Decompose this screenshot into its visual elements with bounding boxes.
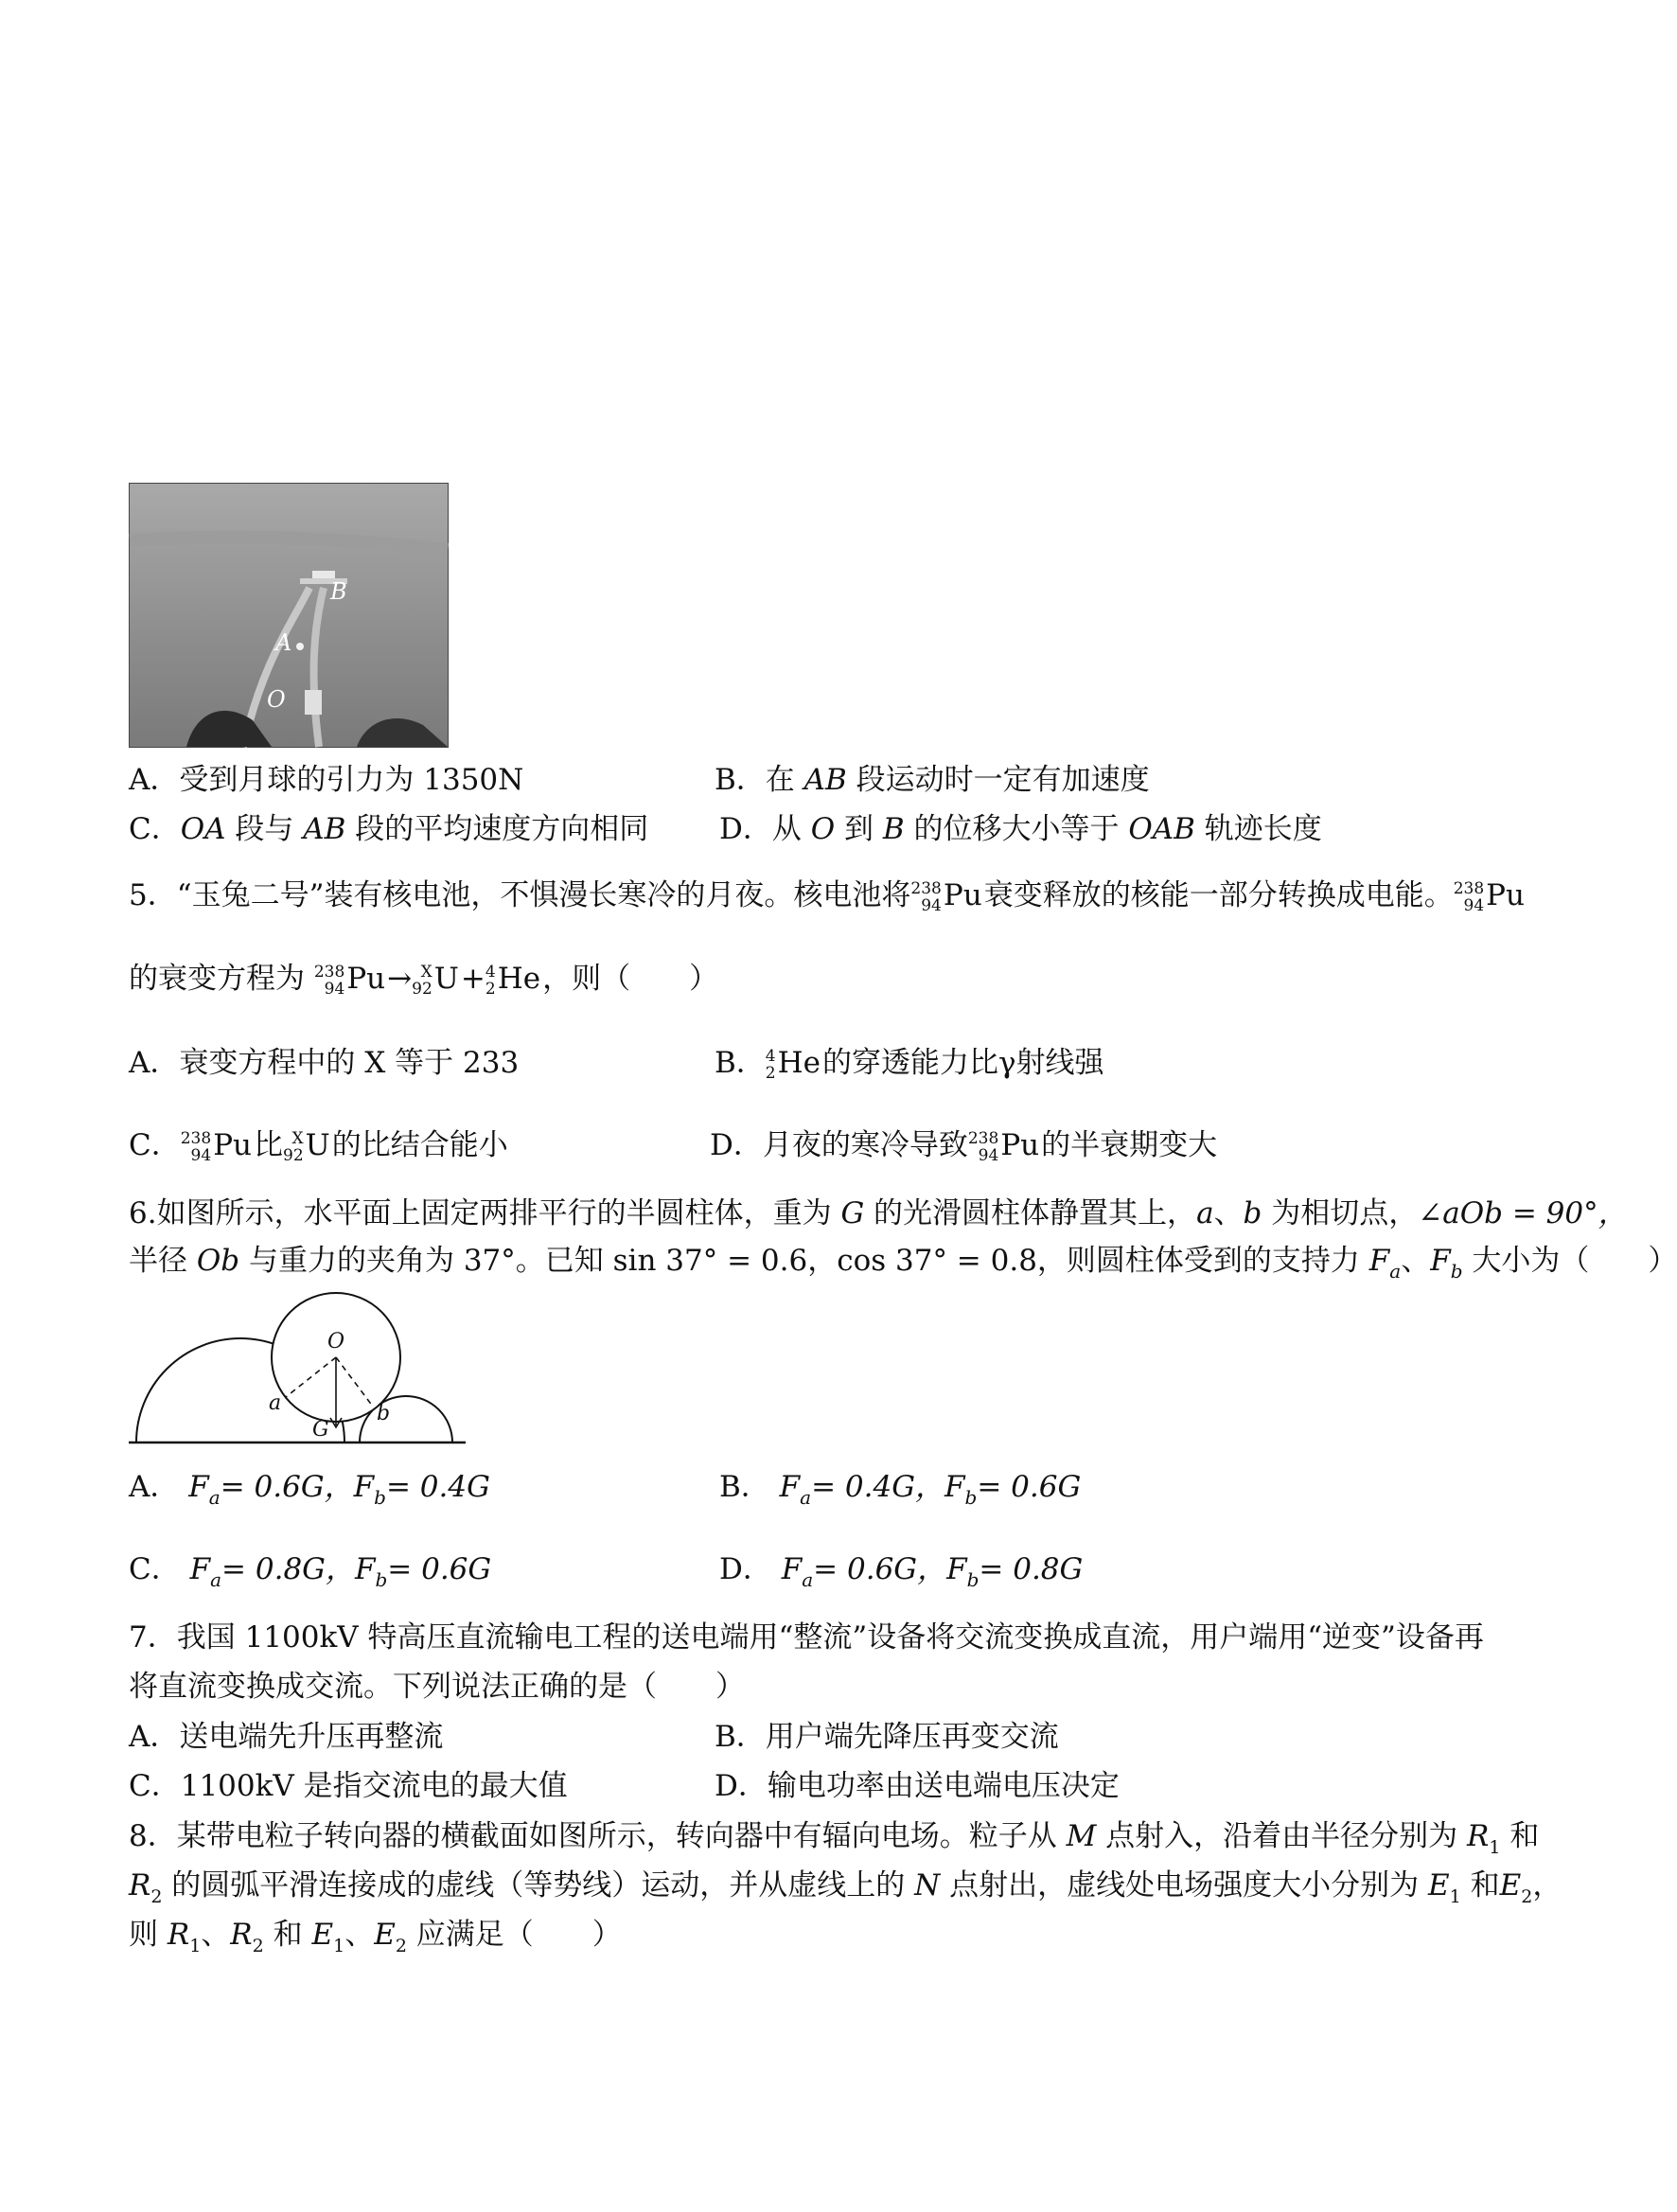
radius-symbol: R: [167, 1918, 190, 1952]
force-subscript: a: [1389, 1260, 1402, 1283]
force-symbol: F: [189, 1552, 211, 1586]
element-symbol: Pu: [1000, 1128, 1040, 1162]
option-text: 月夜的寒冷导致: [762, 1128, 968, 1162]
q5-stem-line1: [129, 876, 1527, 914]
mass-number: 238: [313, 962, 345, 982]
stem-text: 5．“玉兔二号”装有核电池，不惧漫长寒冷的月夜。核电池将: [129, 878, 911, 912]
q6-option-d: [719, 1550, 1083, 1599]
point-label: B: [882, 812, 905, 846]
point-label: b: [1243, 1196, 1262, 1230]
option-value: = 0.4G，: [811, 1470, 944, 1504]
subscript: 1: [333, 1936, 345, 1956]
element-symbol: Pu: [346, 962, 386, 996]
q6-option-b: [719, 1468, 1081, 1516]
field-symbol: E: [1499, 1868, 1522, 1902]
center-o-label: O: [327, 1330, 345, 1354]
stem-text: 、: [344, 1918, 375, 1952]
stem-text: 与重力的夹角为 37°。已知 sin 37° = 0.6，cos 37° = 0.8，则圆柱体受到的支持力: [239, 1244, 1369, 1278]
mass-number: 238: [967, 1128, 999, 1148]
force-subscript: a: [210, 1568, 222, 1591]
option-value: = 0.6G: [977, 1470, 1082, 1504]
stem-text: 和: [263, 1918, 312, 1952]
option-letter: A．: [129, 763, 180, 797]
element-symbol: Pu: [943, 878, 982, 912]
force-symbol: F: [1368, 1244, 1390, 1278]
q6-option-a: [129, 1468, 490, 1516]
element-symbol: U: [433, 962, 459, 996]
mass-number: 4: [485, 962, 496, 982]
q7-option-d: [715, 1767, 1120, 1805]
option-text: 输电功率由送电端电压决定: [767, 1769, 1120, 1803]
option-value: = 0.4G: [385, 1470, 490, 1504]
option-text: 受到月球的引力为 1350N: [179, 763, 524, 797]
option-text: 的半衰期变大: [1041, 1128, 1218, 1162]
option-letter: B．: [715, 1720, 766, 1754]
q4-option-a: [129, 761, 523, 799]
force-subscript: b: [375, 1568, 388, 1591]
subscript: 2: [395, 1936, 407, 1956]
force-symbol: F: [354, 1552, 376, 1586]
option-text: 从: [771, 812, 811, 846]
mass-number: 4: [765, 1046, 776, 1066]
point-b-label: B: [330, 578, 347, 605]
option-letter: D．: [715, 1769, 768, 1803]
atomic-number: 2: [485, 979, 496, 999]
subscript: 1: [1489, 1837, 1501, 1858]
option-letter: A．: [129, 1470, 180, 1504]
mass-number: 238: [1453, 878, 1485, 898]
force-subscript: b: [964, 1486, 978, 1509]
atomic-number: 92: [283, 1145, 304, 1165]
option-letter: C．: [129, 812, 181, 846]
mass-number: 238: [180, 1128, 212, 1148]
force-subscript: a: [800, 1486, 812, 1509]
radius-symbol: R: [129, 1868, 151, 1902]
pu-nuclide: [181, 1126, 252, 1164]
force-subscript: b: [374, 1486, 386, 1509]
field-symbol: E: [1428, 1868, 1450, 1902]
option-value: = 0.6G，: [813, 1552, 947, 1586]
field-symbol: E: [374, 1918, 396, 1952]
point-label: N: [914, 1868, 941, 1902]
force-subscript: a: [208, 1486, 221, 1509]
subscript: 2: [252, 1936, 264, 1956]
q6-option-c: [129, 1550, 491, 1599]
q7-option-c: [129, 1767, 568, 1805]
option-letter: A．: [129, 1720, 180, 1754]
q5-option-c: [129, 1126, 508, 1164]
rover-track-photo: [129, 483, 449, 748]
force-symbol: F: [1430, 1244, 1451, 1278]
cylinders-diagram: [129, 1299, 469, 1455]
plus-symbol: +: [460, 962, 485, 996]
angle-expression: ∠aOb = 90°，: [1418, 1196, 1628, 1230]
u-nuclide: [283, 1126, 330, 1164]
point-a-label: A: [275, 629, 292, 656]
force-symbol: F: [781, 1552, 803, 1586]
option-text: 段运动时一定有加速度: [846, 763, 1150, 797]
stem-text: 为相切点，: [1262, 1196, 1419, 1230]
subscript: 1: [1449, 1886, 1461, 1907]
u-nuclide: [412, 960, 459, 998]
stem-text: 和: [1460, 1868, 1500, 1902]
subscript: 2: [1521, 1886, 1533, 1907]
stem-text: 衰变释放的核能一部分转换成电能。: [983, 878, 1454, 912]
option-text: 1100kV 是指交流电的最大值: [180, 1769, 568, 1803]
element-symbol: Pu: [1486, 878, 1525, 912]
force-subscript: a: [802, 1568, 814, 1591]
pu-nuclide: [314, 960, 385, 998]
q5-option-d: [710, 1126, 1217, 1164]
stem-text: 和: [1500, 1819, 1540, 1853]
atomic-number: 2: [765, 1063, 776, 1083]
field-symbol: E: [311, 1918, 334, 1952]
segment-label: AB: [303, 812, 346, 846]
q7-stem-line2: 将直流变换成交流。下列说法正确的是（ ）: [129, 1670, 745, 1704]
he-nuclide: [766, 1044, 821, 1082]
pu-nuclide: [910, 876, 981, 914]
q8-stem-line3: [129, 1916, 622, 1965]
q6-stem-line1: [129, 1194, 1628, 1232]
option-text: 衰变方程中的 X 等于 233: [179, 1046, 520, 1080]
stem-text: 则: [129, 1918, 168, 1952]
option-value: = 0.8G，: [221, 1552, 355, 1586]
stem-text: 点射出，虚线处电场强度大小分别为: [940, 1868, 1428, 1902]
element-symbol: He: [497, 962, 541, 996]
option-text: 送电端先升压再整流: [179, 1720, 444, 1754]
weight-symbol: G: [840, 1196, 865, 1230]
option-text: 到: [835, 812, 883, 846]
atomic-number: 94: [978, 1145, 999, 1165]
stem-text: ，则（ ）: [542, 962, 719, 996]
mass-number: X: [420, 962, 432, 982]
path-label: OAB: [1128, 812, 1195, 846]
option-letter: C．: [129, 1128, 181, 1162]
option-value: = 0.6G: [387, 1552, 492, 1586]
pu-nuclide: [968, 1126, 1039, 1164]
q8-stem-line1: [129, 1817, 1539, 1867]
q7-stem-line1: 7．我国 1100kV 特高压直流输电工程的送电端用“整流”设备将交流变换成直流，用户端用“逆变”设备再: [129, 1620, 1484, 1655]
radius-label: Ob: [196, 1244, 240, 1278]
option-letter: A．: [129, 1046, 180, 1080]
q7-option-a: [129, 1718, 443, 1756]
option-text: 在: [765, 763, 804, 797]
stem-text: 的光滑圆柱体静置其上，: [864, 1196, 1197, 1230]
radius-symbol: R: [1467, 1819, 1490, 1853]
point-a-label: a: [269, 1391, 282, 1415]
option-text: 比: [254, 1128, 284, 1162]
weight-g-label: G: [312, 1418, 329, 1442]
subscript: 1: [189, 1936, 202, 1956]
stem-text: 8．某带电粒子转向器的横截面如图所示，转向器中有辐向电场。粒子从: [129, 1819, 1067, 1853]
atomic-number: 94: [190, 1145, 212, 1165]
he-nuclide: [485, 960, 540, 998]
rover-track-image: [130, 484, 448, 747]
force-symbol: F: [779, 1470, 801, 1504]
stem-text: 的圆弧平滑连接成的虚线（等势线）运动，并从虚线上的: [162, 1868, 915, 1902]
radius-symbol: R: [230, 1918, 253, 1952]
pu-nuclide: [1454, 876, 1525, 914]
option-text: 轨迹长度: [1194, 812, 1322, 846]
point-b-label: b: [377, 1402, 391, 1425]
arrow-symbol: →: [387, 962, 413, 996]
stem-text: 、: [1213, 1196, 1244, 1230]
mass-number: X: [291, 1128, 304, 1148]
force-subscript: b: [966, 1568, 980, 1591]
q4-option-c: [129, 810, 648, 848]
option-text: 的位移大小等于: [904, 812, 1129, 846]
segment-label: OA: [180, 812, 226, 846]
subscript: 2: [150, 1886, 163, 1907]
force-symbol: F: [353, 1470, 375, 1504]
atomic-number: 94: [324, 979, 345, 999]
force-subscript: b: [1450, 1260, 1463, 1283]
q7-option-b: [715, 1718, 1059, 1756]
force-symbol: F: [944, 1470, 965, 1504]
force-symbol: F: [188, 1470, 209, 1504]
element-symbol: He: [777, 1046, 821, 1080]
atomic-number: 94: [921, 895, 942, 915]
option-value: = 0.6G，: [220, 1470, 354, 1504]
force-symbol: F: [946, 1552, 967, 1586]
option-letter: B．: [715, 763, 766, 797]
atomic-number: 92: [412, 979, 432, 999]
stem-text: 应满足（ ）: [406, 1918, 622, 1952]
point-o-label: O: [267, 686, 286, 713]
q5-option-b: [715, 1044, 1104, 1082]
cylinders-figure: [129, 1299, 469, 1455]
option-value: = 0.8G: [979, 1552, 1084, 1586]
point-label: O: [810, 812, 836, 846]
option-letter: C．: [129, 1552, 181, 1586]
option-text: 段的平均速度方向相同: [345, 812, 649, 846]
option-letter: C．: [129, 1769, 181, 1803]
point-label: M: [1066, 1819, 1097, 1853]
stem-text: 6.如图所示，水平面上固定两排平行的半圆柱体，重为: [129, 1196, 841, 1230]
option-text: 的穿透能力比γ射线强: [822, 1046, 1104, 1080]
stem-text: 、: [1401, 1244, 1431, 1278]
q4-option-d: [719, 810, 1322, 848]
q8-stem-line2: [129, 1867, 1562, 1916]
q5-option-a: [129, 1044, 519, 1082]
element-symbol: U: [305, 1128, 330, 1162]
option-text: 的比结合能小: [331, 1128, 508, 1162]
option-letter: B．: [715, 1046, 766, 1080]
segment-label: AB: [803, 763, 847, 797]
stem-text: 点射入，沿着由半径分别为: [1096, 1819, 1468, 1853]
stem-text: 半径: [129, 1244, 197, 1278]
option-text: 段与: [225, 812, 304, 846]
point-label: a: [1196, 1196, 1214, 1230]
element-symbol: Pu: [213, 1128, 253, 1162]
option-letter: D．: [710, 1128, 763, 1162]
option-text: 用户端先降压再变交流: [765, 1720, 1059, 1754]
atomic-number: 94: [1463, 895, 1485, 915]
q6-stem-line2: [129, 1242, 1677, 1290]
q4-option-b: [715, 761, 1150, 799]
stem-text: 、: [201, 1918, 231, 1952]
option-letter: D．: [719, 812, 772, 846]
stem-text: 的衰变方程为: [129, 962, 305, 996]
option-letter: D．: [719, 1552, 772, 1586]
stem-text: ，: [1532, 1868, 1562, 1902]
q5-stem-line2: [129, 960, 718, 998]
mass-number: 238: [910, 878, 942, 898]
stem-text: 大小为（ ）: [1462, 1244, 1677, 1278]
option-letter: B．: [719, 1470, 770, 1504]
